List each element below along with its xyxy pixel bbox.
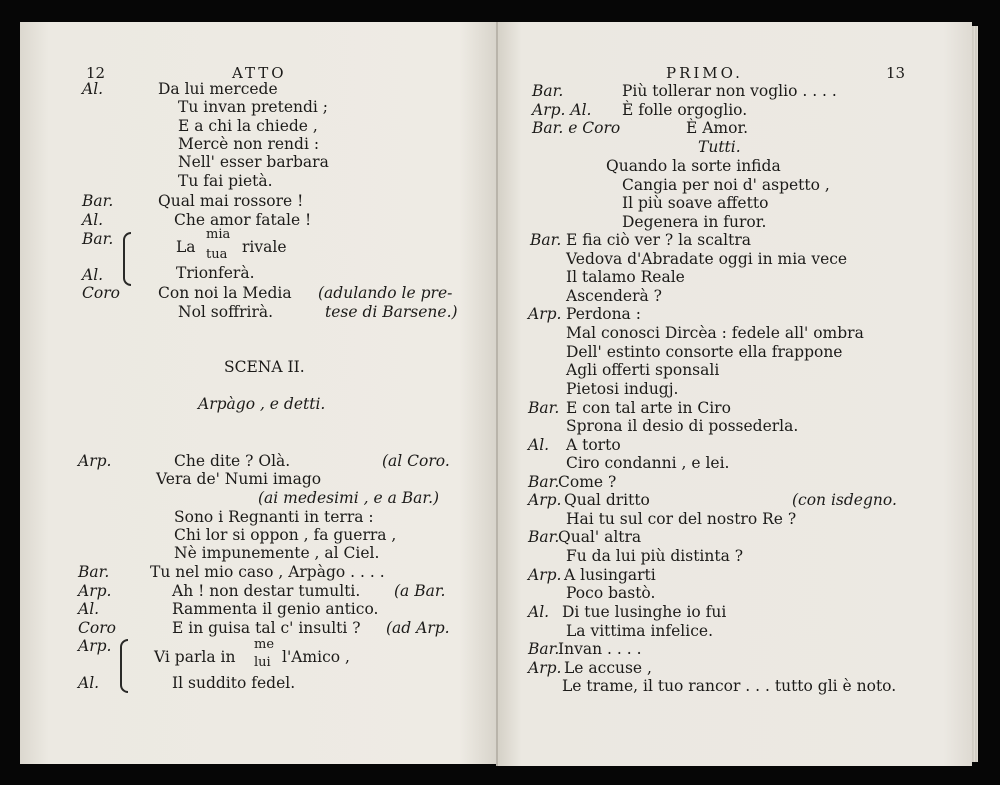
speaker: Bar. [528,473,560,491]
verse-line: Vera de' Numi imago [156,470,322,488]
speaker: Al. [82,80,104,98]
verse-line: Mal conosci Dircèa : fedele all' ombra [566,324,864,342]
brace [120,639,128,693]
verse-line: Cangia per noi d' aspetto , [622,176,830,194]
stage-direction: (al Coro. [382,452,450,470]
verse-line: Chi lor si oppon , fa guerra , [174,526,397,544]
verse-line: Poco bastò. [566,584,656,602]
stage-direction: tese di Barsene.) [325,303,458,321]
speaker: Arp. [528,491,562,509]
running-head: PRIMO. [666,64,743,82]
verse-line: Che amor fatale ! [174,211,312,229]
verse-line: Nol soffrirà. [178,303,274,321]
verse-line: Da lui mercede [158,80,278,98]
verse-line: La vittima infelice. [566,622,714,640]
verse-line: Di tue lusinghe io fui [562,603,727,621]
verse-line: Hai tu sul cor del nostro Re ? [566,510,797,528]
speaker: Arp. [528,659,562,677]
verse-line: E con tal arte in Ciro [566,399,731,417]
speaker: Bar. [532,82,564,100]
verse-line: Il talamo Reale [566,268,685,286]
verse-line: La [176,238,196,256]
verse-line: Come ? [558,473,617,491]
speaker: Arp. [528,305,562,323]
speaker: Arp. Al. [532,101,592,119]
speaker: Al. [78,674,100,692]
verse-line: A lusingarti [564,566,656,584]
stage-direction: (ad Arp. [386,619,450,637]
verse-line: Perdona : [566,305,641,323]
verse-line: Il più soave affetto [622,194,769,212]
page-number: 12 [86,64,106,82]
speaker: Al. [82,266,104,284]
verse-line: Mercè non rendi : [178,135,320,153]
verse-line: Tu invan pretendi ; [178,98,329,116]
stage-direction: (ai medesimi , e a Bar.) [258,489,440,507]
speaker: Bar. [528,399,560,417]
speaker: Bar. [528,640,560,658]
verse-line: Con noi la Media [158,284,292,302]
verse-line: Tu fai pietà. [178,172,273,190]
verse-line: Trionferà. [176,264,255,282]
verse-line: Sono i Regnanti in terra : [174,508,374,526]
verse-line: Quando la sorte infida [606,157,781,175]
verse-line: Vi parla in [154,648,236,666]
verse-line: Nè impunemente , al Ciel. [174,544,380,562]
verse-line: Qual' altra [558,528,642,546]
right-page [498,22,972,766]
page-number: 13 [886,64,906,82]
verse-line: l'Amico , [282,648,350,666]
verse-line: Dell' estinto consorte ella frappone [566,343,843,361]
speaker: Al. [528,603,550,621]
speaker: Al. [82,211,104,229]
speaker: Arp. [528,566,562,584]
speaker: Arp. [78,637,112,655]
verse-line: Qual mai rossore ! [158,192,304,210]
scene-title: SCENA II. [224,358,305,376]
verse-alt: mia [206,227,231,242]
verse-line: Degenera in furor. [622,213,767,231]
verse-line: Pietosi indugj. [566,380,679,398]
verse-line: È Amor. [686,119,749,137]
verse-line: rivale [242,238,287,256]
stage-direction: (adulando le pre- [318,284,453,302]
verse-line: Agli offerti sponsali [566,361,720,379]
verse-line: Le accuse , [564,659,652,677]
brace [123,232,131,286]
verse-line: Ascenderà ? [566,287,662,305]
verse-line: Tu nel mio caso , Arpàgo . . . . [150,563,385,581]
speaker: Bar. e Coro [532,119,621,137]
verse-line: Che dite ? Olà. [174,452,291,470]
speaker: Bar. [82,230,114,248]
verse-line: Nell' esser barbara [178,153,329,171]
speaker: Arp. [78,452,112,470]
ensemble-label: Tutti. [698,138,741,156]
verse-line: Ciro condanni , e lei. [566,454,730,472]
verse-line: Fu da lui più distinta ? [566,547,744,565]
verse-line: Rammenta il genio antico. [172,600,379,618]
speaker: Bar. [528,528,560,546]
stage-direction: (con isdegno. [792,491,897,509]
speaker: Al. [528,436,550,454]
stage-direction: (a Bar. [394,582,446,600]
verse-alt: lui [254,655,271,670]
verse-line: Qual dritto [564,491,650,509]
verse-line: Il suddito fedel. [172,674,296,692]
scene-direction: Arpàgo , e detti. [198,395,326,413]
speaker: Bar. [530,231,562,249]
verse-line: Sprona il desio di possederla. [566,417,799,435]
verse-line: Ah ! non destar tumulti. [172,582,361,600]
speaker: Arp. [78,582,112,600]
running-head: ATTO [232,64,287,82]
verse-line: È folle orgoglio. [622,101,748,119]
verse-line: Più tollerar non voglio . . . . [622,82,837,100]
verse-alt: tua [206,247,228,262]
verse-line: E fia ciò ver ? la scaltra [566,231,751,249]
left-page [20,22,498,764]
verse-alt: me [254,637,275,652]
verse-line: A torto [566,436,621,454]
speaker: Bar. [82,192,114,210]
verse-line: E in guisa tal c' insulti ? [172,619,361,637]
verse-line: E a chi la chiede , [178,117,318,135]
speaker: Coro [82,284,120,302]
speaker: Al. [78,600,100,618]
speaker: Bar. [78,563,110,581]
speaker: Coro [78,619,116,637]
verse-line: Vedova d'Abradate oggi in mia vece [566,250,848,268]
verse-line: Le trame, il tuo rancor . . . tutto gli è noto. [562,677,897,695]
verse-line: Invan . . . . [558,640,642,658]
